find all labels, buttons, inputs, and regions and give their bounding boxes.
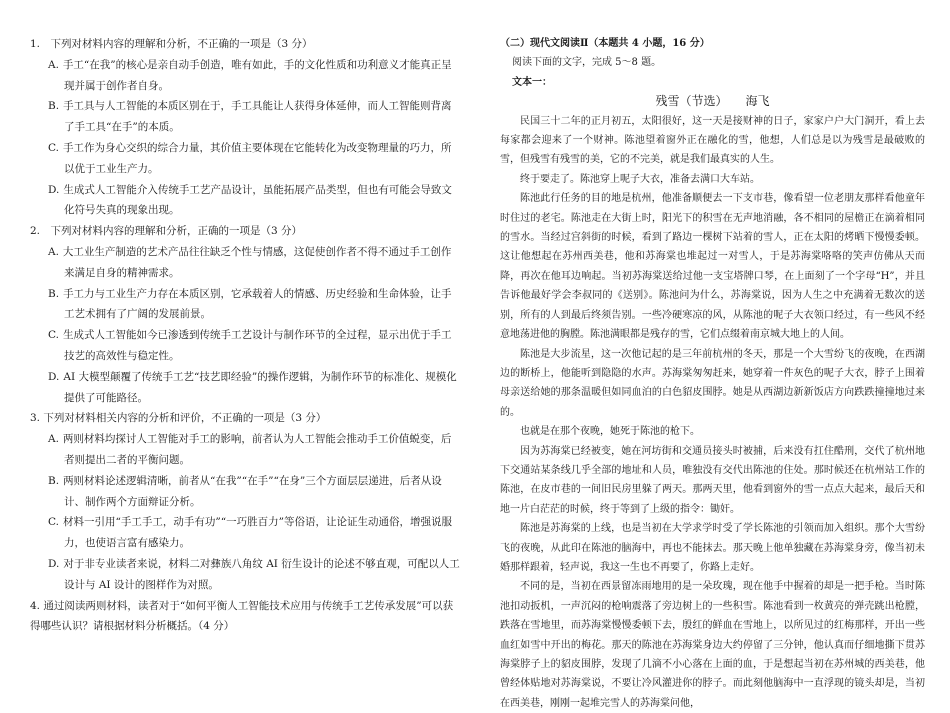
option-label: B. xyxy=(48,100,60,113)
story-paragraph: 陈池此行任务的目的地是杭州，他准备顺便去一下支市巷，像看望一位老朋友那样看他童年时住过的老宅。陈池走在大街上时，阳光下的积雪在无声地消融，各不相同的屋檐正在滴着相同的雪水。当经过宫斜街的时候，看到了路边一棵树下站着的雪人，正在太阳的烤晒下慢慢委顿。这让他想起在苏州西美巷，他和苏海棠也堆起过一对雪人，于是苏海棠咯咯的笑声仿佛从天而降，再次在他耳边响起。当初苏海棠送给过他一支宝塔牌口琴，在上面刻了一个字母“H”，并且告诉他最好学会李叔同的《送别》。陈池问为什么，苏海棠说，因为人生之中充满着无数次的送别，所有的人到最后终须告别。一些冷硬寒凉的风，从陈池的呢子大衣领口经过，有一些风不经意地荡进他的胸膛。陈池满眼都是残存的雪，它们点缀着南京城大地上的人间。 xyxy=(500,193,925,341)
story-heading xyxy=(500,92,925,111)
option-text: 手工作为身心交织的综合力量，其价值主要体现在它能转化为改变物理量的巧力，所以优于工业生产力。 xyxy=(63,141,452,175)
option-text: 手工力与工业生产力存在本质区别，它承载着人的情感、历史经验和生命体验，让手工艺术拥有了广阔的发展前景。 xyxy=(63,287,452,321)
option-label: C. xyxy=(48,141,59,154)
question-4-stem: 4. 通过阅读两则材料，读者对于“如何平衡人工智能技术应用与传统手工艺传承发展”可以获得哪些认识？请根据材料分析概括。（4 分） xyxy=(30,599,454,633)
story-title: 残雪（节选） xyxy=(655,94,728,109)
option-label: D. xyxy=(48,370,60,383)
story-author: 海飞 xyxy=(745,94,770,109)
story-paragraph: 终于要走了。陈池穿上呢子大衣，准备去满口大车站。 xyxy=(520,173,760,185)
text-label: 文本一： xyxy=(512,76,552,88)
question-2-option-c xyxy=(48,325,460,367)
question-1-option-a xyxy=(48,55,460,97)
right-column xyxy=(500,34,925,713)
story-paragraph: 因为苏海棠已经被变，她在河坊街和交通员接头时被捕，后来没有扛住酷刑，交代了杭州地下交通站某条线几乎全部的地址和人员，唯独没有交代出陈池的住处。那时候还在杭州站工作的陈池，在皮市巷的一间旧民房里躲了两天。那两天里，他看到窗外的雪一点点大起来，最后天和地一片白茫茫的时候，终于等到了上级的指令：锄奸。 xyxy=(500,445,925,515)
question-2-option-d xyxy=(48,367,460,409)
option-text: AI 大模型颠覆了传统手工艺“技艺即经验”的操作逻辑，为制作环节的标准化、规模化提供了可能路径。 xyxy=(63,370,457,404)
reading-instruction: 阅读下面的文字，完成 5～8 题。 xyxy=(512,57,662,69)
question-3-option-a xyxy=(48,429,460,471)
story-paragraph: 不同的是，当初在西景留冻雨地用的是一朵玫瑰，现在他手中握着的却是一把手枪。当时陈池扣动扳机，一声沉闷的枪响震落了旁边树上的一些积雪。陈池看到一枚黄亮的弹壳跳出枪膛，跌落在雪地里，而苏海棠慢慢委顿下去，殷红的鲜血在雪地上，以所见过的红梅那样，开出一些血红如雪中开出的梅花。那天的陈池在苏海棠身边大约停留了三分钟，他认真而仔细地撕下贯苏海棠脖子上的貂皮围脖，发现了几滴不小心落在上面的血，于是想起当初在苏州城的西美巷，他曾经体贴地对苏海棠说，不要让冷风灌进你的脖子。而此刻他脑海中一直浮现的镜头却是，当初在西美巷，刚刚一起堆完雪人的苏海棠问他， xyxy=(500,581,925,709)
question-1-stem: 1. 下列对材料内容的理解和分析，不正确的一项是（3 分） xyxy=(30,38,313,50)
option-text: 两则材料论述逻辑清晰，前者从“在我”“在手”“在身”三个方面层层递进，后者从设计、制作两个方面辩证分析。 xyxy=(63,474,442,508)
option-text: 生成式人工智能介入传统手工艺产品设计，虽能拓展产品类型，但也有可能会导致文化符号失真的现象出现。 xyxy=(63,183,452,217)
question-2-stem: 2. 下列对材料内容的理解和分析，正确的一项是（3 分） xyxy=(30,225,303,238)
option-label: A. xyxy=(48,433,59,446)
option-label: A. xyxy=(48,58,59,71)
option-label: A. xyxy=(48,245,59,258)
question-3-option-d xyxy=(48,554,460,596)
option-label: B. xyxy=(48,474,60,487)
option-label: D. xyxy=(48,557,60,570)
story-paragraph: 民国三十二年的正月初五，太阳很好，这一天是接财神的日子，家家户户大门洞开，看上去每家都会迎来了一个财神。陈池望着窗外正在融化的雪，他想，人们总是以为残雪是最破败的雪，但残雪有残雪的美，它的不完美，就是我们最真实的人生。 xyxy=(500,115,925,166)
question-3-option-c xyxy=(48,512,460,554)
story-paragraph: 也就是在那个夜晚，她死于陈池的枪下。 xyxy=(520,426,700,438)
option-text: 手工“在我”的核心是亲自动手创造，唯有如此，手的文化性质和功利意义才能真正呈现并属于创作者自身。 xyxy=(62,58,452,92)
option-text: 两则材料均探讨人工智能对手工的影响，前者认为人工智能会推动手工价值蜕变，后者则提出二者的平衡问题。 xyxy=(62,433,452,466)
option-text: 大工业生产制造的艺术产品往往缺乏个性与情感，这促使创作者不得不通过手工创作来满足自身的精神需求。 xyxy=(62,245,452,279)
question-1-option-c xyxy=(48,138,460,180)
question-2-option-b xyxy=(48,284,460,326)
option-text: 生成式人工智能如今已渗透到传统手工艺设计与制作环节的全过程，显示出优于手工技艺的高效性与稳定性。 xyxy=(63,329,452,362)
option-label: D. xyxy=(48,183,60,196)
option-text: 手工具与人工智能的本质区别在于，手工具能让人获得身体延伸，而人工智能则背离了手工具“在手”的本质。 xyxy=(63,100,452,134)
question-1-option-b xyxy=(48,96,460,138)
option-text: 材料一引用“手工手工，动手有功”“一巧胜百力”等俗语，让论证生动通俗，增强说服力，也使语言富有感染力。 xyxy=(63,516,452,550)
left-column xyxy=(30,34,460,637)
story-paragraph: 陈池是大步流星，这一次他记起的是三年前杭州的冬天，那是一个大雪纷飞的夜晚，在西湖边的断桥上，他能听到隐隐的水声。苏海棠匆匆赶来，她穿着一件灰色的呢子大衣，脖子上围着母亲送给她的那条温暖但如同血泊的白色貂皮围脖。她是从西湖边新新饭店方向跌跌撞撞地过来的。 xyxy=(500,348,925,418)
question-1-option-d xyxy=(48,180,460,222)
story-paragraph: 陈池是苏海棠的上线，也是当初在大学求学时受了学长陈池的引领而加入组织。那个大雪纷飞的夜晚，从此印在陈池的脑海中，再也不能抹去。那天晚上他单独藏在苏海棠身旁，像当初未婚那样跟着，轻声说，我这一生也不再要了，你路上走好。 xyxy=(500,523,925,573)
question-2-option-a xyxy=(48,242,460,284)
option-label: C. xyxy=(48,329,59,342)
option-label: B. xyxy=(48,287,60,300)
option-text: 对于非专业读者来说，材料二对彝族八角纹 AI 衍生设计的论述不够直观，可配以人工设计与 AI 设计的图样作为对照。 xyxy=(63,557,460,591)
option-label: C. xyxy=(48,516,59,529)
section-title: （二）现代文阅读Ⅱ（本题共 4 小题，16 分） xyxy=(500,38,710,49)
question-3-option-b xyxy=(48,471,460,513)
question-3-stem: 3. 下列对材料相关内容的分析和评价，不正确的一项是（3 分） xyxy=(30,412,327,425)
